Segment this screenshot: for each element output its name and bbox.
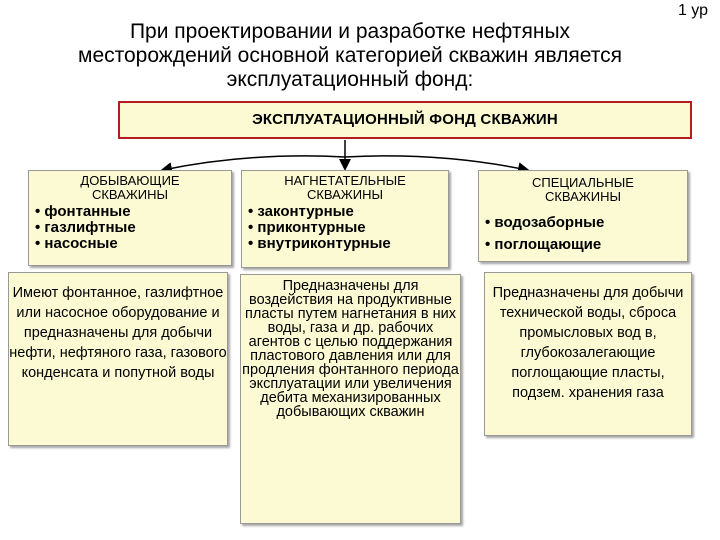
- arrow-right: [345, 156, 527, 170]
- special-wells-description: Предназначены для добычи технической воды, сброса промысловых вод в, глубокозалегающие поглощающие пласты, подзем. хранения газа: [484, 272, 692, 436]
- producing-wells-list: [29, 202, 231, 252]
- producing-wells-header: [29, 171, 231, 202]
- list-item: • водозаборные: [485, 212, 687, 234]
- fund-title-box: ЭКСПЛУАТАЦИОННЫЙ ФОНД СКВАЖИН: [118, 101, 692, 139]
- special-wells-list: [479, 204, 687, 256]
- injection-wells-list: [242, 202, 448, 252]
- list-item: • приконтурные: [248, 220, 448, 236]
- injection-wells-description: Предназначены для воздействия на продуктивные пласты путем нагнетания в них воды, газа и др. рабочих агентов с целью поддержания пластового давления или для продления фонтанного периода эксплуатации или увеличения дебита механизированных добывающих скважин: [240, 274, 461, 524]
- producing-wells-description: Имеют фонтанное, газлифтное или насосное оборудование и предназначены для добычи нефти, нефтяного газа, газового конденсата и попутной воды: [8, 272, 228, 446]
- header-line: СПЕЦИАЛЬНЫЕ: [532, 175, 634, 190]
- slide-number: 1 ур: [677, 2, 708, 19]
- list-item: • законтурные: [248, 204, 448, 220]
- header-line: СКВАЖИНЫ: [306, 187, 384, 202]
- header-line: ДОБЫВАЮЩИЕ: [80, 173, 180, 188]
- header-line: СКВАЖИНЫ: [91, 187, 169, 202]
- header-line: НАГНЕТАТЕЛЬНЫЕ: [284, 173, 406, 188]
- page-title: При проектировании и разработке нефтяных месторождений основной категорией скважин является эксплуатационный фонд:: [78, 20, 622, 91]
- producing-wells-box: [28, 170, 232, 266]
- list-item: • внутриконтурные: [248, 236, 448, 252]
- list-item: • поглощающие: [485, 234, 687, 256]
- injection-wells-header: [242, 171, 448, 202]
- list-item: • фонтанные: [35, 204, 231, 220]
- arrow-left: [163, 156, 345, 170]
- special-wells-box: [478, 170, 688, 262]
- special-wells-header: [479, 171, 687, 204]
- list-item: • газлифтные: [35, 220, 231, 236]
- injection-wells-box: [241, 170, 449, 268]
- header-line: СКВАЖИНЫ: [544, 189, 622, 204]
- list-item: • насосные: [35, 236, 231, 252]
